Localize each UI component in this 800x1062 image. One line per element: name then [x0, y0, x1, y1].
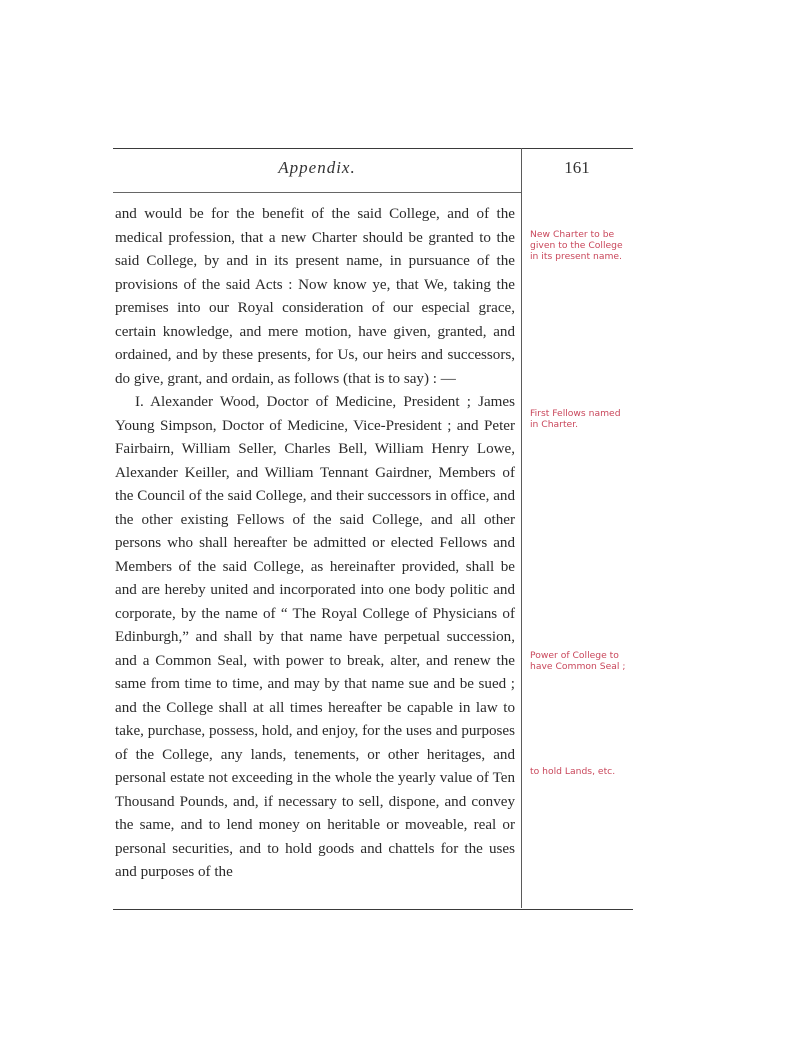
margin-note-common-seal: Power of College to have Common Seal ; — [530, 650, 626, 672]
page-number: 161 — [564, 158, 590, 177]
header-rule — [113, 192, 521, 193]
margin-note-hold-lands: to hold Lands, etc. — [530, 766, 616, 777]
running-title: Appendix. — [278, 158, 356, 177]
margin-note-first-fellows: First Fellows named in Charter. — [530, 408, 621, 430]
column-divider — [521, 148, 522, 908]
margin-note-new-charter: New Charter to be given to the College in its present name. — [530, 229, 623, 262]
paragraph-2: I. Alexander Wood, Doctor of Medicine, President ; James Young Simpson, Doctor of Medicine, Vice-President ; and Peter Fairbairn, William Seller, Charles Bell, William Henry Lowe, Alexander Keiller, and William Tennant Gairdner, Members of the Council of the said College, and their successors in office, and the other existing Fellows of the said College, and all other persons who shall hereafter be admitted or elected Fellows and Members of the said College, as hereinafter provided, shall be and are hereby united and incorporated into one body politic and corporate, by the name of “ The Royal College of Physicians of Edinburgh,” and shall by that name have perpetual succession, and a Common Seal, with power to break, alter, and renew the same from time to time, and may by that name sue and be sued ; and the College shall at all times hereafter be capable in law to take, purchase, possess, hold, and enjoy, for the uses and purposes of the College, any lands, tenements, or other heritages, and personal estate not exceeding in the whole the yearly value of Ten Thousand Pounds, and, if necessary to sell, dispone, and convey the same, and to lend money on heritable or moveable, real or personal securities, and to hold goods and chattels for the uses and purposes of the — [115, 394, 515, 880]
paragraph-1: and would be for the benefit of the said College, and of the medical profession, that a new Charter should be granted to the said College, by and in its present name, in pursuance of the provisions of the said Acts : Now know ye, that We, taking the premises into our Royal consideration of our especial grace, certain knowledge, and mere motion, have given, granted, and ordained, and by these presents, for Us, our heirs and successors, do give, grant, and ordain, as follows (that is to say) : — — [115, 206, 515, 387]
body-text — [115, 203, 515, 885]
